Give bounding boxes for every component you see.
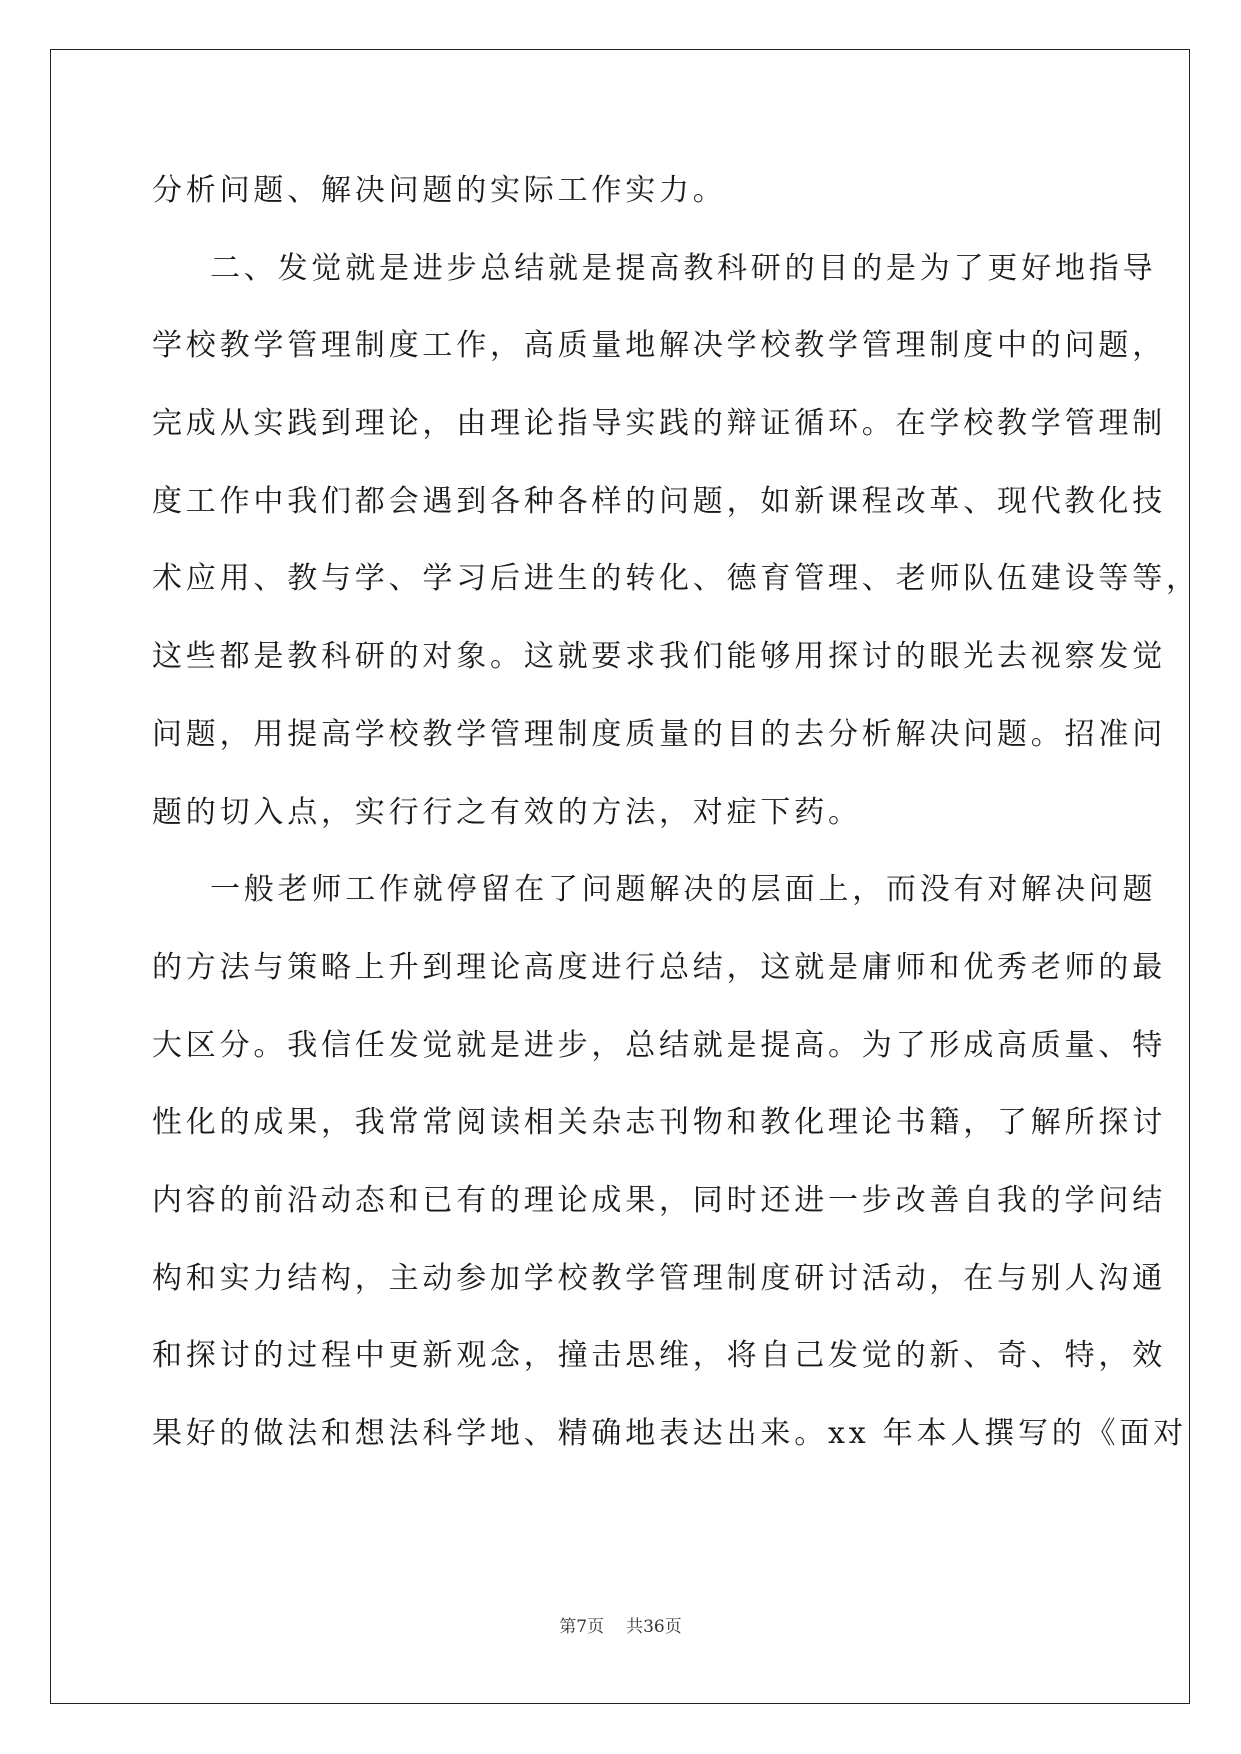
- text-line: 二、发觉就是进步总结就是提高教科研的目的是为了更好地指导: [210, 250, 1157, 286]
- text-line: 学校教学管理制度工作，高质量地解决学校教学管理制度中的问题，: [152, 328, 1166, 364]
- document-body: [152, 152, 1200, 1473]
- text-line: 一般老师工作就停留在了问题解决的层面上，而没有对解决问题: [210, 872, 1157, 908]
- text-line: 完成从实践到理论，由理论指导实践的辩证循环。在学校教学管理制: [152, 406, 1166, 442]
- text-line: 分析问题、解决问题的实际工作实力。: [152, 173, 727, 208]
- total-pages: 共36页: [626, 1617, 682, 1637]
- text-line: 内容的前沿动态和已有的理论成果，同时还进一步改善自我的学问结: [152, 1182, 1166, 1218]
- text-line: 大区分。我信任发觉就是进步，总结就是提高。为了形成高质量、特: [152, 1027, 1166, 1063]
- text-line: 构和实力结构，主动参加学校教学管理制度研讨活动，在与别人沟通: [152, 1260, 1166, 1296]
- text-line: 题的切入点，实行行之有效的方法，对症下药。: [152, 794, 862, 830]
- text-line: 和探讨的过程中更新观念，撞击思维，将自己发觉的新、奇、特，效: [152, 1338, 1166, 1374]
- text-line: 度工作中我们都会遇到各种各样的问题，如新课程改革、现代教化技: [152, 483, 1166, 519]
- text-line: 问题，用提高学校教学管理制度质量的目的去分析解决问题。招准问: [152, 716, 1166, 752]
- page-number: 第7页: [559, 1617, 605, 1637]
- text-line: 性化的成果，我常常阅读相关杂志刊物和教化理论书籍，了解所探讨: [152, 1105, 1166, 1141]
- text-line: 术应用、教与学、学习后进生的转化、德育管理、老师队伍建设等等，: [152, 561, 1200, 597]
- text-line: 果好的做法和想法科学地、精确地表达出来。xx 年本人撰写的《面对: [152, 1416, 1187, 1451]
- text-line: 的方法与策略上升到理论高度进行总结，这就是庸师和优秀老师的最: [152, 949, 1166, 985]
- text-line: 这些都是教科研的对象。这就要求我们能够用探讨的眼光去视察发觉: [152, 639, 1166, 675]
- page-footer: [0, 1612, 1241, 1637]
